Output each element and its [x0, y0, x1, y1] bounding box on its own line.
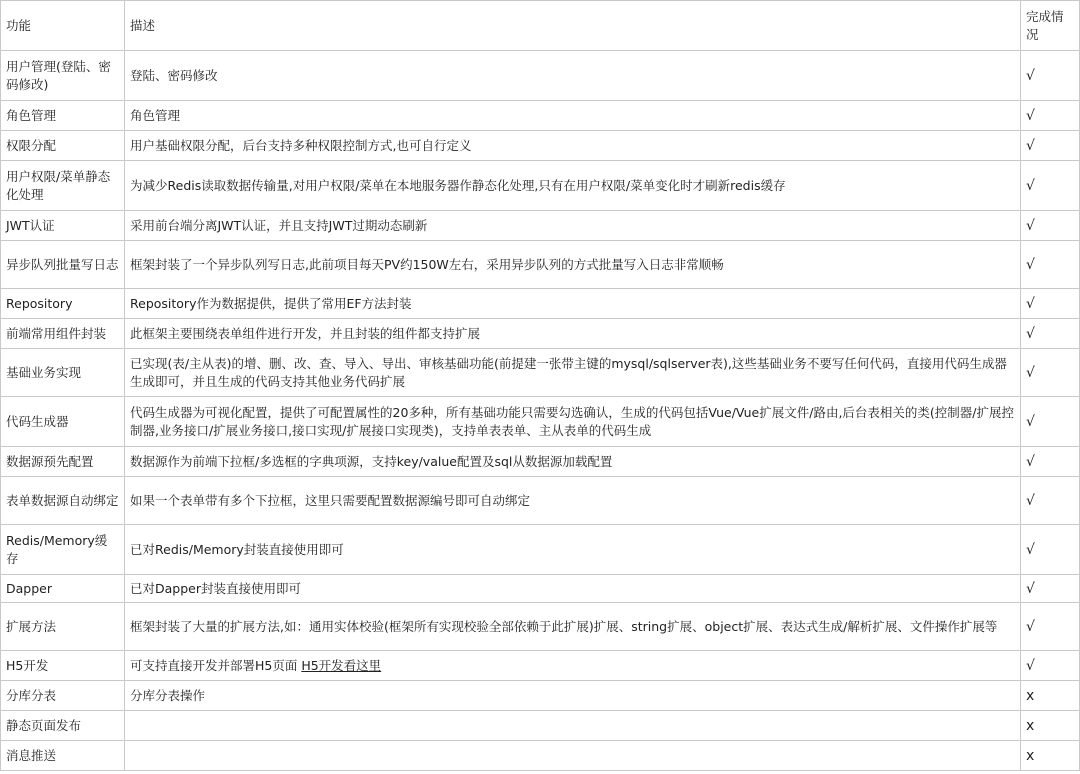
status-cell: √	[1021, 603, 1080, 651]
status-cell: √	[1021, 447, 1080, 477]
table-row	[1, 241, 1080, 289]
table-row	[1, 525, 1080, 575]
description-cell: 已对Redis/Memory封装直接使用即可	[125, 525, 1021, 575]
feature-cell: 消息推送	[1, 741, 125, 771]
header-feature: 功能	[1, 1, 125, 51]
table-row	[1, 575, 1080, 603]
table-row	[1, 477, 1080, 525]
description-cell: 角色管理	[125, 101, 1021, 131]
feature-cell: JWT认证	[1, 211, 125, 241]
status-cell: √	[1021, 651, 1080, 681]
description-cell: 分库分表操作	[125, 681, 1021, 711]
description-cell	[125, 741, 1021, 771]
table-row	[1, 319, 1080, 349]
table-row	[1, 741, 1080, 771]
description-cell: 此框架主要围绕表单组件进行开发，并且封装的组件都支持扩展	[125, 319, 1021, 349]
table-row	[1, 131, 1080, 161]
h5-guide-link[interactable]: H5开发看这里	[301, 657, 382, 673]
feature-cell: 用户管理(登陆、密码修改)	[1, 51, 125, 101]
table-row	[1, 397, 1080, 447]
status-cell: x	[1021, 681, 1080, 711]
feature-cell: Repository	[1, 289, 125, 319]
description-cell: 用户基础权限分配，后台支持多种权限控制方式,也可自行定义	[125, 131, 1021, 161]
status-cell: x	[1021, 711, 1080, 741]
feature-cell: 分库分表	[1, 681, 125, 711]
description-cell: 框架封装了一个异步队列写日志,此前项目每天PV约150W左右，采用异步队列的方式批量写入日志非常顺畅	[125, 241, 1021, 289]
table-row	[1, 289, 1080, 319]
feature-cell: 扩展方法	[1, 603, 125, 651]
feature-cell: Redis/Memory缓存	[1, 525, 125, 575]
feature-cell: 角色管理	[1, 101, 125, 131]
feature-cell: 前端常用组件封装	[1, 319, 125, 349]
description-cell: 已对Dapper封装直接使用即可	[125, 575, 1021, 603]
feature-cell: 异步队列批量写日志	[1, 241, 125, 289]
description-cell: 采用前台端分离JWT认证，并且支持JWT过期动态刷新	[125, 211, 1021, 241]
feature-cell: 代码生成器	[1, 397, 125, 447]
status-cell: √	[1021, 477, 1080, 525]
description-cell	[125, 711, 1021, 741]
status-cell: √	[1021, 101, 1080, 131]
status-cell: √	[1021, 241, 1080, 289]
status-cell: x	[1021, 741, 1080, 771]
status-cell: √	[1021, 525, 1080, 575]
status-cell: √	[1021, 397, 1080, 447]
description-cell: 数据源作为前端下拉框/多选框的字典项源，支持key/value配置及sql从数据源加载配置	[125, 447, 1021, 477]
table-row	[1, 681, 1080, 711]
feature-cell: 用户权限/菜单静态化处理	[1, 161, 125, 211]
description-cell: 为减少Redis读取数据传输量,对用户权限/菜单在本地服务器作静态化处理,只有在用户权限/菜单变化时才刷新redis缓存	[125, 161, 1021, 211]
feature-cell: 权限分配	[1, 131, 125, 161]
table-row	[1, 51, 1080, 101]
table-row	[1, 603, 1080, 651]
status-cell: √	[1021, 161, 1080, 211]
status-cell: √	[1021, 349, 1080, 397]
description-cell: 框架封装了大量的扩展方法,如：通用实体校验(框架所有实现校验全部依赖于此扩展)扩展、string扩展、object扩展、表达式生成/解析扩展、文件操作扩展等	[125, 603, 1021, 651]
table-header-row	[1, 1, 1080, 51]
status-cell: √	[1021, 211, 1080, 241]
description-cell: 登陆、密码修改	[125, 51, 1021, 101]
header-description: 描述	[125, 1, 1021, 51]
header-status: 完成情况	[1021, 1, 1080, 51]
description-cell: 代码生成器为可视化配置，提供了可配置属性的20多种，所有基础功能只需要勾选确认，生成的代码包括Vue/Vue扩展文件/路由,后台表相关的类(控制器/扩展控制器,业务接口/扩展业务接口,接口实现/扩展接口实现类)，支持单表表单、主从表单的代码生成	[125, 397, 1021, 447]
status-cell: √	[1021, 131, 1080, 161]
description-cell: 如果一个表单带有多个下拉框，这里只需要配置数据源编号即可自动绑定	[125, 477, 1021, 525]
description-cell	[125, 651, 1021, 681]
description-text: 可支持直接开发并部署H5页面	[130, 657, 302, 673]
table-row	[1, 101, 1080, 131]
table-row	[1, 711, 1080, 741]
status-cell: √	[1021, 289, 1080, 319]
table-row	[1, 161, 1080, 211]
feature-cell: Dapper	[1, 575, 125, 603]
table-row	[1, 651, 1080, 681]
table-row	[1, 349, 1080, 397]
feature-cell: 静态页面发布	[1, 711, 125, 741]
description-cell: Repository作为数据提供，提供了常用EF方法封装	[125, 289, 1021, 319]
feature-cell: 基础业务实现	[1, 349, 125, 397]
feature-cell: 表单数据源自动绑定	[1, 477, 125, 525]
status-cell: √	[1021, 319, 1080, 349]
status-cell: √	[1021, 51, 1080, 101]
status-cell: √	[1021, 575, 1080, 603]
feature-cell: H5开发	[1, 651, 125, 681]
feature-cell: 数据源预先配置	[1, 447, 125, 477]
description-cell: 已实现(表/主从表)的增、删、改、查、导入、导出、审核基础功能(前提建一张带主键的mysql/sqlserver表),这些基础业务不要写任何代码，直接用代码生成器生成即可，并且生成的代码支持其他业务代码扩展	[125, 349, 1021, 397]
table-row	[1, 211, 1080, 241]
table-row	[1, 447, 1080, 477]
